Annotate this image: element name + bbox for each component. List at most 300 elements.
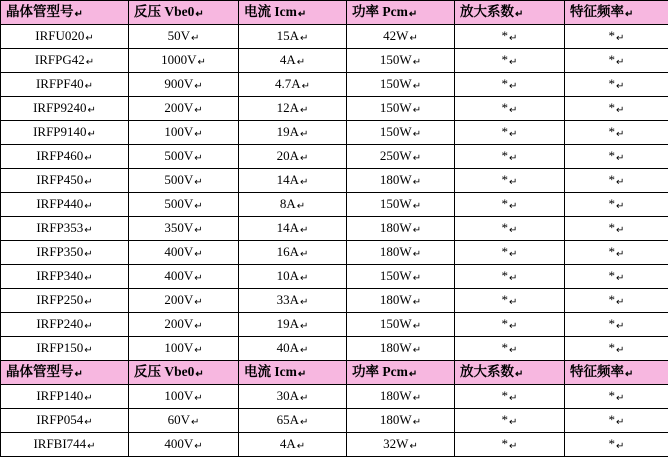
- paragraph-mark-icon: ↵: [616, 436, 624, 457]
- table-row: [1, 121, 668, 145]
- cell-text: 60V: [168, 409, 190, 430]
- cell-text: 特征频率: [570, 1, 624, 22]
- column-header-cell: [239, 1, 347, 25]
- cell-text: 150W: [380, 121, 412, 142]
- paragraph-mark-icon: ↵: [84, 340, 92, 361]
- table-cell: [455, 289, 565, 313]
- cell-text: *: [502, 289, 509, 310]
- column-header-cell: [455, 1, 565, 25]
- table-row: [1, 433, 668, 457]
- table-cell: [347, 289, 455, 313]
- cell-text: 14A: [277, 217, 299, 238]
- cell-text: IRFP150: [36, 337, 83, 358]
- cell-text: 电流 Icm: [244, 1, 297, 22]
- paragraph-mark-icon: ↵: [84, 196, 92, 217]
- table-row: [1, 97, 668, 121]
- cell-text: 功率 Pcm: [352, 361, 408, 382]
- cell-text: 15A: [277, 25, 299, 46]
- cell-text: *: [502, 385, 509, 406]
- cell-text: 65A: [277, 409, 299, 430]
- table-cell: [347, 241, 455, 265]
- cell-text: 400V: [164, 241, 193, 262]
- table-cell: [239, 337, 347, 361]
- paragraph-mark-icon: ↵: [194, 316, 202, 337]
- table-cell: [129, 97, 239, 121]
- cell-text: 40A: [277, 337, 299, 358]
- paragraph-mark-icon: ↵: [300, 124, 308, 145]
- cell-text: *: [502, 241, 509, 262]
- table-cell: [129, 169, 239, 193]
- table-cell: [565, 217, 668, 241]
- cell-text: 180W: [380, 385, 412, 406]
- paragraph-mark-icon: ↵: [300, 220, 308, 241]
- table-cell: [347, 97, 455, 121]
- paragraph-mark-icon: ↵: [413, 412, 421, 433]
- table-cell: [455, 313, 565, 337]
- paragraph-mark-icon: ↵: [85, 28, 93, 49]
- paragraph-mark-icon: ↵: [509, 100, 517, 121]
- cell-text: 180W: [380, 241, 412, 262]
- paragraph-mark-icon: ↵: [509, 316, 517, 337]
- cell-text: 反压 Vbe0: [134, 1, 194, 22]
- cell-text: IRFP450: [36, 169, 83, 190]
- paragraph-mark-icon: ↵: [509, 148, 517, 169]
- table-cell: [565, 241, 668, 265]
- cell-text: *: [502, 337, 509, 358]
- table-header-row: [1, 361, 668, 385]
- table-cell: [1, 337, 129, 361]
- table-row: [1, 49, 668, 73]
- cell-text: *: [609, 241, 616, 262]
- cell-text: *: [609, 73, 616, 94]
- table-cell: [347, 49, 455, 73]
- paragraph-mark-icon: ↵: [300, 388, 308, 409]
- cell-text: IRFP240: [36, 313, 83, 334]
- paragraph-mark-icon: ↵: [409, 28, 417, 49]
- paragraph-mark-icon: ↵: [413, 148, 421, 169]
- table-cell: [565, 25, 668, 49]
- paragraph-mark-icon: ↵: [413, 100, 421, 121]
- table-cell: [1, 433, 129, 457]
- table-cell: [129, 241, 239, 265]
- cell-text: 32W: [383, 433, 408, 454]
- cell-text: 400V: [164, 265, 193, 286]
- column-header-cell: [347, 361, 455, 385]
- cell-text: 180W: [380, 409, 412, 430]
- cell-text: 180W: [380, 217, 412, 238]
- table-cell: [239, 433, 347, 457]
- cell-text: *: [502, 49, 509, 70]
- table-cell: [455, 241, 565, 265]
- table-row: [1, 25, 668, 49]
- cell-text: *: [502, 73, 509, 94]
- cell-text: 100V: [164, 385, 193, 406]
- paragraph-mark-icon: ↵: [616, 196, 624, 217]
- cell-text: 150W: [380, 97, 412, 118]
- table-cell: [347, 217, 455, 241]
- table-cell: [347, 25, 455, 49]
- cell-text: IRFP340: [36, 265, 83, 286]
- paragraph-mark-icon: ↵: [625, 4, 633, 25]
- table-cell: [565, 73, 668, 97]
- table-cell: [565, 337, 668, 361]
- paragraph-mark-icon: ↵: [515, 4, 523, 25]
- cell-text: 8A: [280, 193, 296, 214]
- cell-text: 4A: [280, 49, 296, 70]
- paragraph-mark-icon: ↵: [616, 388, 624, 409]
- cell-text: IRFP353: [36, 217, 83, 238]
- table-cell: [1, 121, 129, 145]
- table-cell: [1, 409, 129, 433]
- paragraph-mark-icon: ↵: [84, 316, 92, 337]
- cell-text: 12A: [277, 97, 299, 118]
- cell-text: *: [609, 289, 616, 310]
- table-cell: [129, 145, 239, 169]
- paragraph-mark-icon: ↵: [194, 124, 202, 145]
- cell-text: 19A: [277, 121, 299, 142]
- paragraph-mark-icon: ↵: [616, 124, 624, 145]
- paragraph-mark-icon: ↵: [75, 4, 83, 25]
- table-cell: [347, 193, 455, 217]
- paragraph-mark-icon: ↵: [298, 4, 306, 25]
- table-cell: [455, 97, 565, 121]
- table-cell: [239, 313, 347, 337]
- table-cell: [1, 217, 129, 241]
- paragraph-mark-icon: ↵: [509, 388, 517, 409]
- table-cell: [129, 409, 239, 433]
- paragraph-mark-icon: ↵: [300, 244, 308, 265]
- paragraph-mark-icon: ↵: [616, 172, 624, 193]
- cell-text: *: [502, 193, 509, 214]
- cell-text: 20A: [277, 145, 299, 166]
- table-cell: [1, 241, 129, 265]
- paragraph-mark-icon: ↵: [194, 436, 202, 457]
- paragraph-mark-icon: ↵: [509, 124, 517, 145]
- paragraph-mark-icon: ↵: [194, 388, 202, 409]
- table-cell: [129, 433, 239, 457]
- cell-text: IRFP054: [36, 409, 83, 430]
- paragraph-mark-icon: ↵: [413, 292, 421, 313]
- table-cell: [239, 289, 347, 313]
- table-cell: [455, 385, 565, 409]
- paragraph-mark-icon: ↵: [413, 244, 421, 265]
- cell-text: 150W: [380, 193, 412, 214]
- paragraph-mark-icon: ↵: [191, 28, 199, 49]
- paragraph-mark-icon: ↵: [509, 412, 517, 433]
- paragraph-mark-icon: ↵: [625, 364, 633, 385]
- paragraph-mark-icon: ↵: [413, 220, 421, 241]
- paragraph-mark-icon: ↵: [413, 172, 421, 193]
- cell-text: IRFBI744: [33, 433, 86, 454]
- paragraph-mark-icon: ↵: [194, 196, 202, 217]
- cell-text: *: [609, 97, 616, 118]
- cell-text: 180W: [380, 289, 412, 310]
- paragraph-mark-icon: ↵: [616, 76, 624, 97]
- cell-text: 33A: [277, 289, 299, 310]
- cell-text: *: [609, 337, 616, 358]
- table-cell: [455, 409, 565, 433]
- column-header-cell: [565, 361, 668, 385]
- cell-text: *: [609, 265, 616, 286]
- table-cell: [1, 289, 129, 313]
- paragraph-mark-icon: ↵: [413, 316, 421, 337]
- table-cell: [239, 25, 347, 49]
- table-cell: [239, 121, 347, 145]
- paragraph-mark-icon: ↵: [300, 412, 308, 433]
- table-cell: [129, 217, 239, 241]
- paragraph-mark-icon: ↵: [195, 364, 203, 385]
- paragraph-mark-icon: ↵: [509, 196, 517, 217]
- paragraph-mark-icon: ↵: [413, 340, 421, 361]
- paragraph-mark-icon: ↵: [86, 52, 94, 73]
- table-cell: [239, 385, 347, 409]
- table-cell: [565, 409, 668, 433]
- paragraph-mark-icon: ↵: [413, 76, 421, 97]
- table-cell: [239, 169, 347, 193]
- table-cell: [565, 121, 668, 145]
- paragraph-mark-icon: ↵: [413, 388, 421, 409]
- table-row: [1, 265, 668, 289]
- column-header-cell: [347, 1, 455, 25]
- cell-text: *: [609, 313, 616, 334]
- table-cell: [1, 145, 129, 169]
- table-cell: [347, 265, 455, 289]
- table-cell: [129, 385, 239, 409]
- cell-text: IRFP9140: [33, 121, 86, 142]
- table-cell: [347, 169, 455, 193]
- paragraph-mark-icon: ↵: [413, 268, 421, 289]
- paragraph-mark-icon: ↵: [515, 364, 523, 385]
- cell-text: *: [609, 409, 616, 430]
- paragraph-mark-icon: ↵: [297, 196, 305, 217]
- cell-text: IRFP440: [36, 193, 83, 214]
- paragraph-mark-icon: ↵: [509, 436, 517, 457]
- cell-text: 200V: [164, 289, 193, 310]
- cell-text: IRFPG42: [35, 49, 85, 70]
- cell-text: 150W: [380, 313, 412, 334]
- paragraph-mark-icon: ↵: [509, 292, 517, 313]
- paragraph-mark-icon: ↵: [616, 100, 624, 121]
- cell-text: 500V: [164, 193, 193, 214]
- cell-text: 16A: [277, 241, 299, 262]
- cell-text: 150W: [380, 49, 412, 70]
- table-cell: [455, 337, 565, 361]
- paragraph-mark-icon: ↵: [616, 292, 624, 313]
- cell-text: 19A: [277, 313, 299, 334]
- column-header-cell: [129, 1, 239, 25]
- table-cell: [129, 289, 239, 313]
- cell-text: 反压 Vbe0: [134, 361, 194, 382]
- table-cell: [239, 145, 347, 169]
- cell-text: 150W: [380, 265, 412, 286]
- paragraph-mark-icon: ↵: [85, 76, 93, 97]
- table-cell: [239, 409, 347, 433]
- table-cell: [239, 241, 347, 265]
- paragraph-mark-icon: ↵: [300, 100, 308, 121]
- table-cell: [565, 169, 668, 193]
- table-cell: [455, 433, 565, 457]
- paragraph-mark-icon: ↵: [75, 364, 83, 385]
- paragraph-mark-icon: ↵: [616, 148, 624, 169]
- paragraph-mark-icon: ↵: [509, 172, 517, 193]
- table-row: [1, 289, 668, 313]
- paragraph-mark-icon: ↵: [413, 124, 421, 145]
- table-cell: [455, 49, 565, 73]
- table-row: [1, 193, 668, 217]
- paragraph-mark-icon: ↵: [300, 172, 308, 193]
- paragraph-mark-icon: ↵: [195, 4, 203, 25]
- cell-text: IRFP140: [36, 385, 83, 406]
- cell-text: 150W: [380, 73, 412, 94]
- cell-text: *: [502, 169, 509, 190]
- cell-text: 功率 Pcm: [352, 1, 408, 22]
- paragraph-mark-icon: ↵: [194, 340, 202, 361]
- paragraph-mark-icon: ↵: [84, 172, 92, 193]
- table-row: [1, 145, 668, 169]
- table-cell: [455, 169, 565, 193]
- cell-text: 200V: [164, 97, 193, 118]
- paragraph-mark-icon: ↵: [194, 76, 202, 97]
- paragraph-mark-icon: ↵: [88, 100, 96, 121]
- paragraph-mark-icon: ↵: [509, 244, 517, 265]
- cell-text: 42W: [383, 25, 408, 46]
- paragraph-mark-icon: ↵: [84, 244, 92, 265]
- table-cell: [129, 193, 239, 217]
- cell-text: IRFU020: [35, 25, 84, 46]
- paragraph-mark-icon: ↵: [194, 172, 202, 193]
- paragraph-mark-icon: ↵: [87, 436, 95, 457]
- table-cell: [1, 97, 129, 121]
- cell-text: *: [502, 97, 509, 118]
- table-row: [1, 313, 668, 337]
- paragraph-mark-icon: ↵: [509, 28, 517, 49]
- cell-text: 晶体管型号: [6, 361, 74, 382]
- table-cell: [455, 145, 565, 169]
- cell-text: 350V: [164, 217, 193, 238]
- table-cell: [1, 25, 129, 49]
- paragraph-mark-icon: ↵: [509, 340, 517, 361]
- cell-text: 30A: [277, 385, 299, 406]
- paragraph-mark-icon: ↵: [298, 364, 306, 385]
- paragraph-mark-icon: ↵: [413, 52, 421, 73]
- cell-text: 14A: [277, 169, 299, 190]
- cell-text: 放大系数: [460, 361, 514, 382]
- cell-text: *: [609, 193, 616, 214]
- paragraph-mark-icon: ↵: [300, 292, 308, 313]
- cell-text: *: [609, 217, 616, 238]
- paragraph-mark-icon: ↵: [194, 244, 202, 265]
- paragraph-mark-icon: ↵: [84, 148, 92, 169]
- column-header-cell: [1, 361, 129, 385]
- cell-text: *: [609, 169, 616, 190]
- cell-text: *: [502, 265, 509, 286]
- cell-text: *: [609, 433, 616, 454]
- table-cell: [239, 265, 347, 289]
- table-cell: [129, 25, 239, 49]
- table-row: [1, 409, 668, 433]
- cell-text: IRFPF40: [36, 73, 84, 94]
- cell-text: *: [609, 25, 616, 46]
- table-row: [1, 337, 668, 361]
- paragraph-mark-icon: ↵: [194, 220, 202, 241]
- table-cell: [455, 25, 565, 49]
- paragraph-mark-icon: ↵: [616, 412, 624, 433]
- paragraph-mark-icon: ↵: [409, 4, 417, 25]
- cell-text: *: [502, 217, 509, 238]
- table-cell: [565, 193, 668, 217]
- cell-text: 180W: [380, 337, 412, 358]
- table-cell: [565, 385, 668, 409]
- cell-text: 晶体管型号: [6, 1, 74, 22]
- table-cell: [1, 313, 129, 337]
- cell-text: 250W: [380, 145, 412, 166]
- cell-text: *: [502, 433, 509, 454]
- cell-text: *: [502, 121, 509, 142]
- paragraph-mark-icon: ↵: [84, 292, 92, 313]
- paragraph-mark-icon: ↵: [300, 268, 308, 289]
- cell-text: 10A: [277, 265, 299, 286]
- paragraph-mark-icon: ↵: [300, 316, 308, 337]
- column-header-cell: [239, 361, 347, 385]
- table-cell: [129, 49, 239, 73]
- paragraph-mark-icon: ↵: [191, 412, 199, 433]
- table-cell: [129, 73, 239, 97]
- paragraph-mark-icon: ↵: [300, 148, 308, 169]
- paragraph-mark-icon: ↵: [297, 52, 305, 73]
- table-cell: [347, 73, 455, 97]
- paragraph-mark-icon: ↵: [297, 436, 305, 457]
- table-cell: [1, 73, 129, 97]
- paragraph-mark-icon: ↵: [509, 220, 517, 241]
- cell-text: *: [609, 385, 616, 406]
- table-cell: [455, 217, 565, 241]
- table-cell: [239, 49, 347, 73]
- table-cell: [129, 121, 239, 145]
- table-cell: [347, 337, 455, 361]
- table-cell: [239, 73, 347, 97]
- column-header-cell: [129, 361, 239, 385]
- table-cell: [1, 169, 129, 193]
- paragraph-mark-icon: ↵: [300, 28, 308, 49]
- paragraph-mark-icon: ↵: [616, 28, 624, 49]
- paragraph-mark-icon: ↵: [84, 220, 92, 241]
- cell-text: IRFP350: [36, 241, 83, 262]
- table-cell: [565, 49, 668, 73]
- table-cell: [565, 145, 668, 169]
- paragraph-mark-icon: ↵: [616, 316, 624, 337]
- table-cell: [455, 121, 565, 145]
- paragraph-mark-icon: ↵: [509, 76, 517, 97]
- paragraph-mark-icon: ↵: [194, 148, 202, 169]
- cell-text: 400V: [164, 433, 193, 454]
- table-cell: [347, 313, 455, 337]
- cell-text: *: [502, 313, 509, 334]
- table-cell: [1, 385, 129, 409]
- cell-text: 4A: [280, 433, 296, 454]
- paragraph-mark-icon: ↵: [194, 292, 202, 313]
- table-cell: [455, 73, 565, 97]
- paragraph-mark-icon: ↵: [616, 52, 624, 73]
- table-cell: [239, 217, 347, 241]
- cell-text: 电流 Icm: [244, 361, 297, 382]
- cell-text: 500V: [164, 145, 193, 166]
- paragraph-mark-icon: ↵: [616, 220, 624, 241]
- table-cell: [347, 409, 455, 433]
- cell-text: 180W: [380, 169, 412, 190]
- table-header-row: [1, 1, 668, 25]
- paragraph-mark-icon: ↵: [616, 268, 624, 289]
- cell-text: 4.7A: [275, 73, 301, 94]
